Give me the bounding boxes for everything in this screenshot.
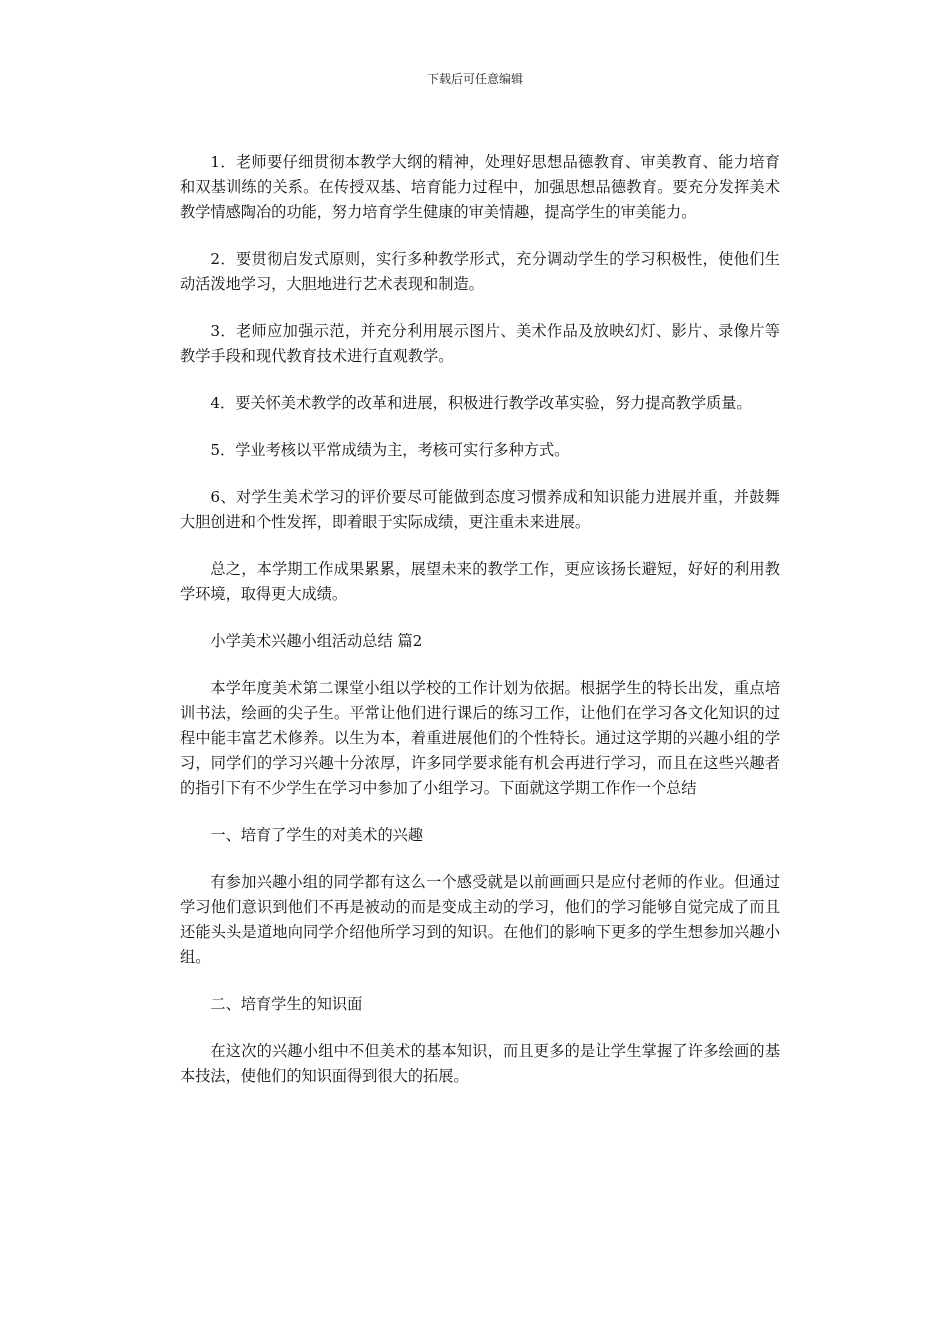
subheading-interest: 一、培育了学生的对美术的兴趣 (210, 826, 424, 844)
paragraph-knowledge: 在这次的兴趣小组中不但美术的基本知识，而且更多的是让学生掌握了许多绘画的基本技法，使他们的知识面得到很大的拓展。 (180, 1042, 780, 1085)
section-title: 小学美术兴趣小组活动总结 篇2 (210, 632, 423, 650)
paragraph-summary: 总之，本学期工作成果累累，展望未来的教学工作，更应该扬长避短，好好的利用教学环境，取得更大成绩。 (180, 560, 780, 603)
page-header-note: 下载后可任意编辑 (426, 72, 523, 86)
paragraph-item-4: 4．要关怀美术教学的改革和进展，积极进行教学改革实验，努力提高教学质量。 (210, 394, 752, 412)
subheading-knowledge: 二、培育学生的知识面 (210, 995, 363, 1013)
paragraph-intro: 本学年度美术第二课堂小组以学校的工作计划为依据。根据学生的特长出发，重点培训书法，绘画的尖子生。平常让他们进行课后的练习工作，让他们在学习各文化知识的过程中能丰富艺术修养。以生为本，着重进展他们的个性特长。通过这学期的兴趣小组的学习，同学们的学习兴趣十分浓厚，许多同学要求能有机会再进行学习，而且在这些兴趣者的指引下有不少学生在学习中参加了小组学习。下面就这学期工作作一个总结 (180, 679, 780, 797)
paragraph-item-5: 5．学业考核以平常成绩为主，考核可实行多种方式。 (210, 441, 570, 459)
paragraph-item-2: 2．要贯彻启发式原则，实行多种教学形式，充分调动学生的学习积极性，使他们生动活泼地学习，大胆地进行艺术表现和制造。 (180, 250, 780, 293)
paragraph-item-6: 6、对学生美术学习的评价要尽可能做到态度习惯养成和知识能力进展并重，并鼓舞大胆创进和个性发挥，即着眼于实际成绩，更注重未来进展。 (180, 488, 780, 531)
paragraph-item-3: 3．老师应加强示范，并充分利用展示图片、美术作品及放映幻灯、影片、录像片等教学手段和现代教育技术进行直观教学。 (180, 322, 780, 365)
paragraph-item-1: 1．老师要仔细贯彻本教学大纲的精神，处理好思想品德教育、审美教育、能力培育和双基训练的关系。在传授双基、培育能力过程中，加强思想品德教育。要充分发挥美术教学情感陶冶的功能，努力培育学生健康的审美情趣，提高学生的审美能力。 (180, 153, 780, 221)
paragraph-interest: 有参加兴趣小组的同学都有这么一个感受就是以前画画只是应付老师的作业。但通过学习他们意识到他们不再是被动的而是变成主动的学习，他们的学习能够自觉完成了而且还能头头是道地向同学介绍他所学习到的知识。在他们的影响下更多的学生想参加兴趣小组。 (180, 873, 780, 966)
document-body (180, 150, 780, 1111)
